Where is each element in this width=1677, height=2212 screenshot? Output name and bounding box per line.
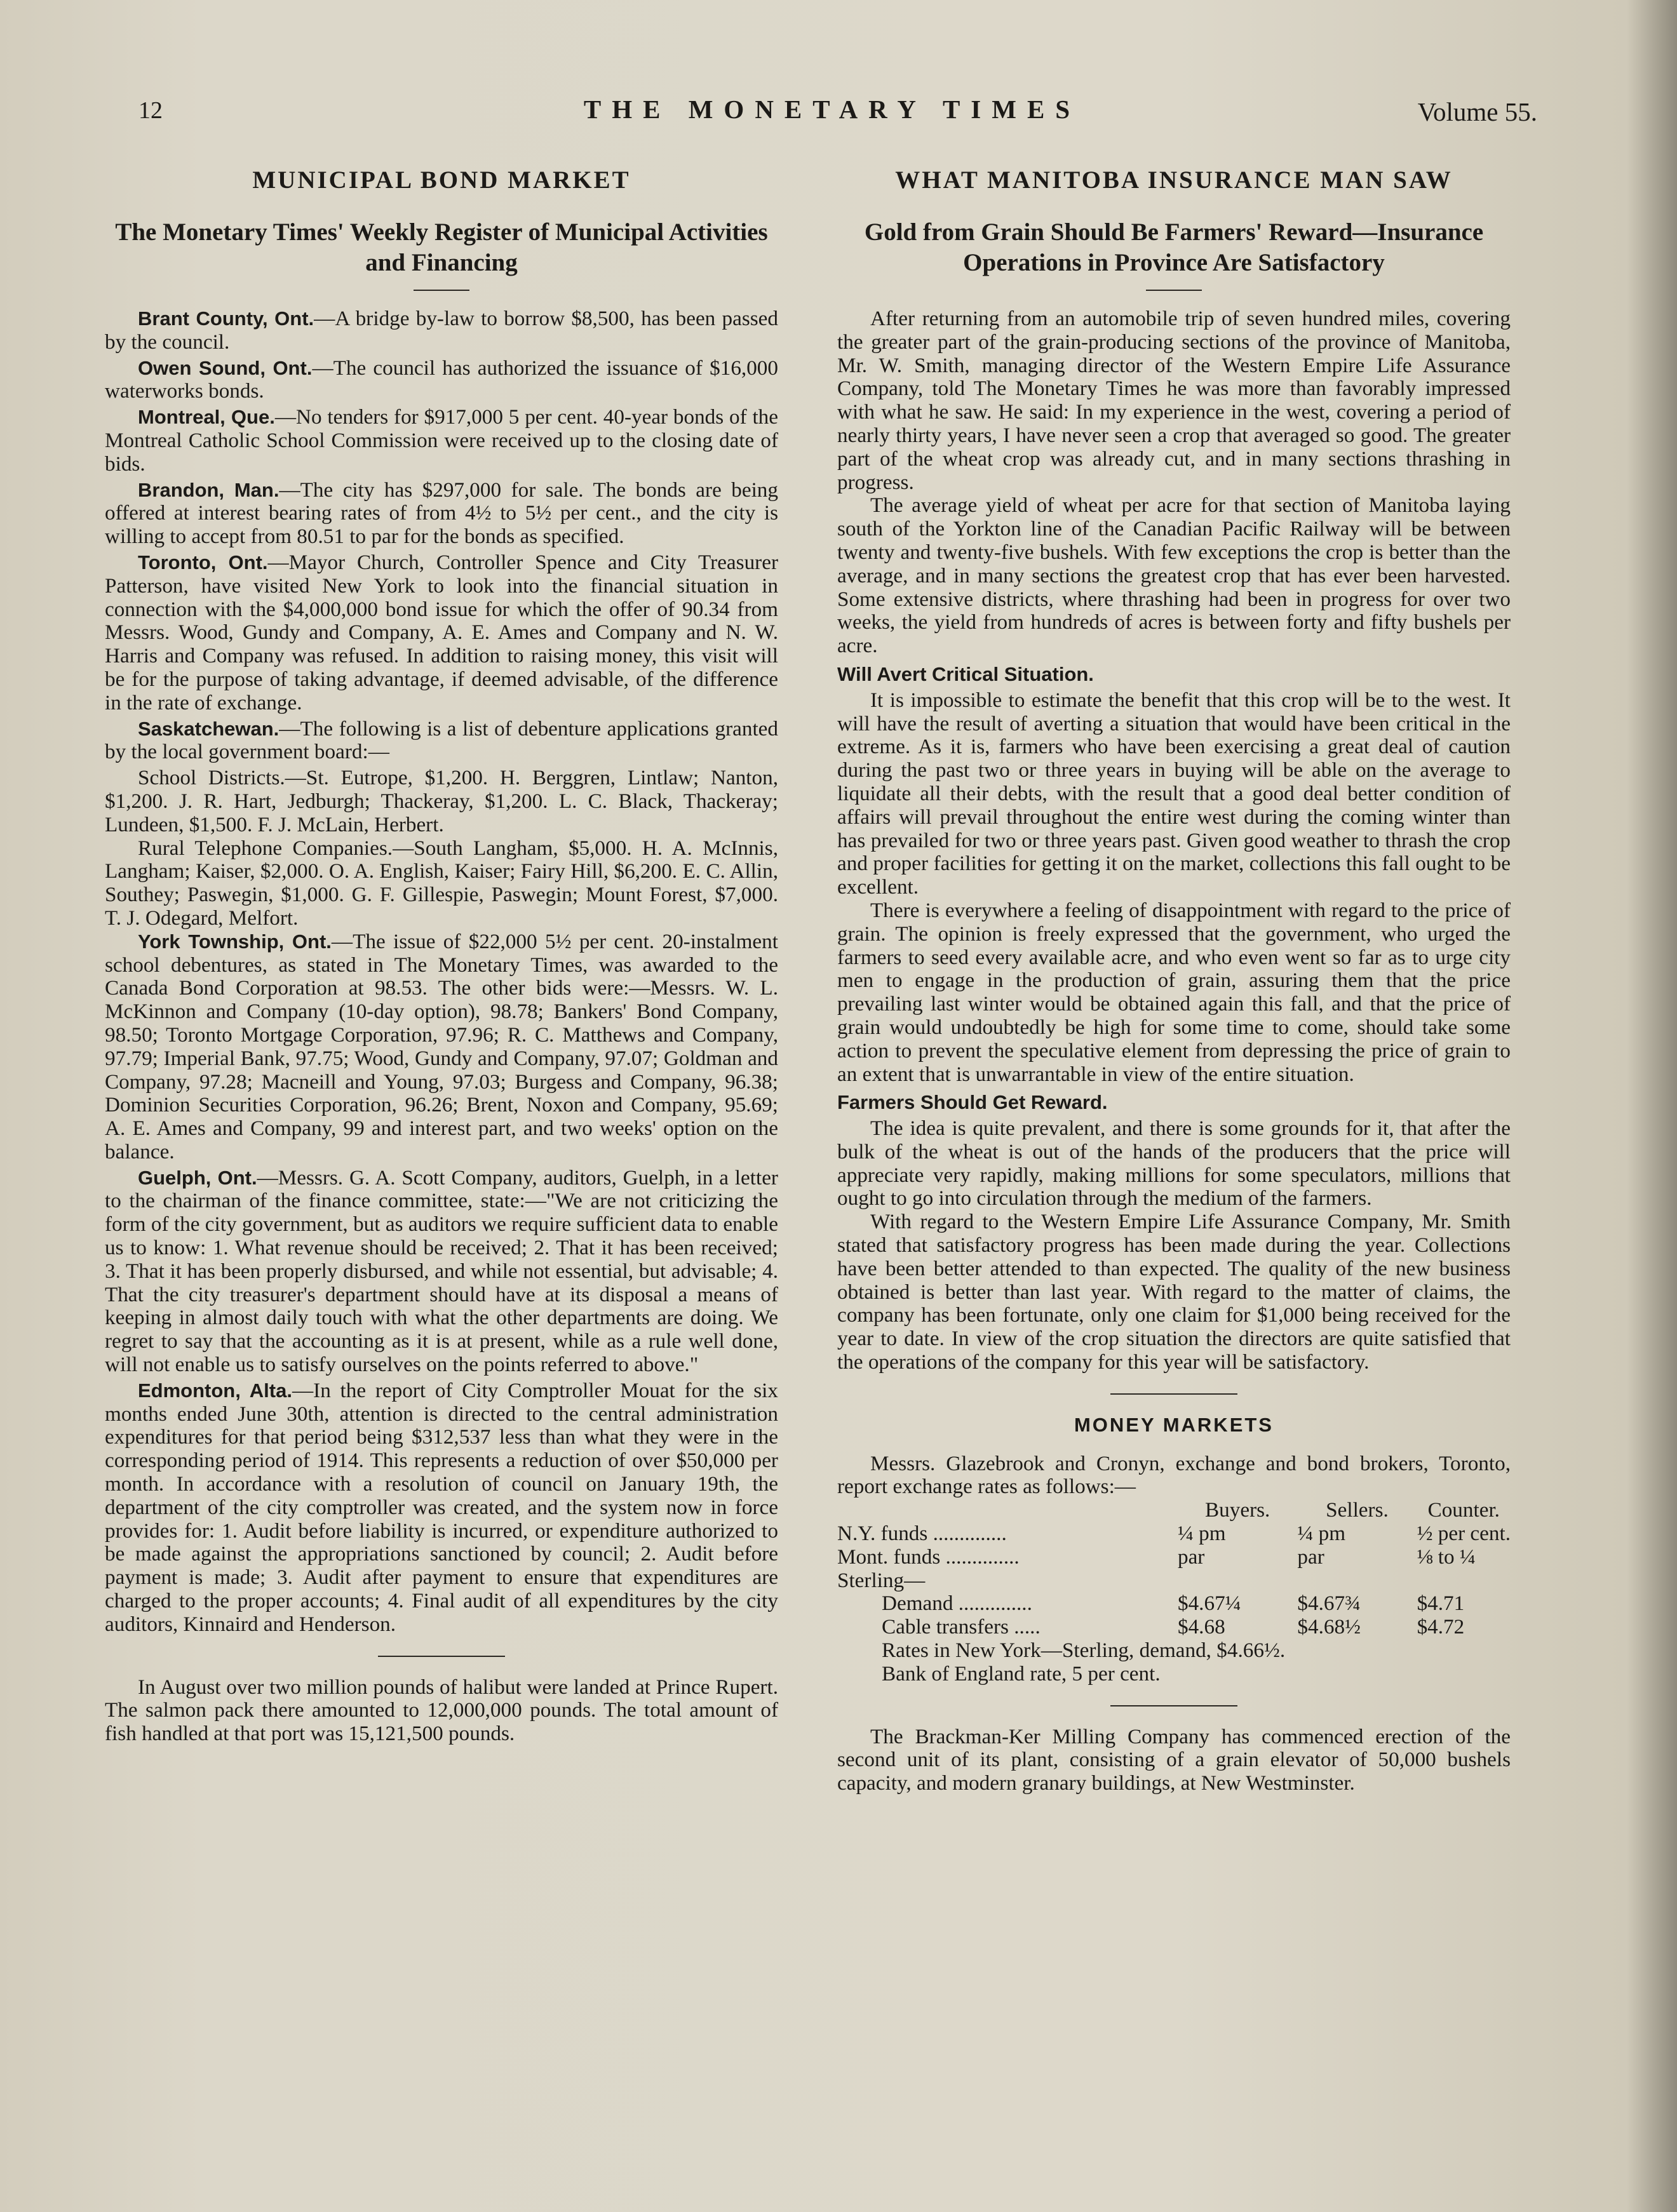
row-label: Cable transfers .....: [882, 1615, 1041, 1639]
entry-guelph: [105, 1167, 778, 1377]
sellers-cell: par: [1297, 1545, 1324, 1569]
divider: [378, 1656, 505, 1657]
entry-text: —In the report of City Comptroller Mouat for the six months ended June 30th, attention is directed to the central administration expenditures for that period being $312,537 less than what they were in the corresponding period of 1914. This represents a reduction of over $50,000 per month. In accordance with a resolution of council on January 19th, the department of the city comptroller was created, and the system now in force provides for: 1. Audit before liability is incurred, or expenditure authorized to be made against the appropriations sanctioned by council; 2. Audit before payment is made; 3. Audit after payment to ensure that expenditures are charged to the proper accounts; 4. Final audit of all expenditures by the city auditors, Kinnaird and Henderson.: [105, 1378, 778, 1636]
article-paragraph: After returning from an automobile trip of seven hundred miles, covering the greater part of the grain-producing sections of the province of Manitoba, Mr. W. Smith, managing director of the Western Empire Life Assurance Company, told The Monetary Times he was more than favorably impressed with what he saw. He said: In my experience in the west, covering a period of nearly thirty years, I have never seen a crop that averaged so good. The greater part of the wheat crop was already cut, and in many sections thrashing in progress.: [837, 307, 1511, 494]
column-header: Buyers.: [1205, 1498, 1270, 1522]
sellers-cell: $4.68½: [1297, 1615, 1361, 1639]
table-row: [837, 1522, 1511, 1546]
divider: [1110, 1393, 1237, 1395]
column-header: Sellers.: [1326, 1498, 1389, 1522]
entry-text: —The issue of $22,000 5½ per cent. 20-instalment school debentures, as stated in The Monetary Times, was awarded to the Canada Bond Corporation at 98.53. The other bids were:—Messrs. W. L. McKinnon and Company (10-day option), 98.78; Bankers' Bond Company, 98.50; Toronto Mortgage Corporation, 97.96; R. C. Matthews and Company, 97.79; Imperial Bank, 97.75; Wood, Gundy and Company, 97.07; Goldman and Company, 97.28; Macneill and Young, 97.03; Burgess and Company, 96.38; Dominion Securities Corporation, 96.26; Brent, Noxon and Company, 95.69; A. E. Ames and Company, 99 and interest part, and two weeks' option on the balance.: [105, 929, 778, 1163]
section-title-manitoba: WHAT MANITOBA INSURANCE MAN SAW: [895, 166, 1453, 194]
entry-text: —The following is a list of debenture applications granted by the local government board:—: [105, 716, 778, 764]
volume-label: Volume 55.: [1417, 97, 1537, 126]
entry-text: —Mayor Church, Controller Spence and City Treasurer Patterson, have visited New York to look into the financial situation in connection with the $4,000,000 bond issue for which the offer of 90.34 from Messrs. Wood, Gundy and Company, A. E. Ames and Company and N. W. Harris and Company was refused. In addition to raising money, this visit will be for the purpose of taking advantage, if deemed advisable, of the difference in the rate of exchange.: [105, 550, 778, 714]
left-column: [105, 166, 778, 1746]
entry-lead: Toronto, Ont.: [138, 551, 268, 573]
subheading-critical-situation: Will Avert Critical Situation.: [837, 662, 1094, 685]
table-row: [837, 1569, 1511, 1593]
divider: [1146, 290, 1202, 291]
section-title-municipal: MUNICIPAL BOND MARKET: [252, 166, 631, 194]
article-paragraph: With regard to the Western Empire Life Assurance Company, Mr. Smith stated that satisfactory progress has been made during the year. Collections have been better attended to than expected. The quality of the new business obtained is better than last year. With regard to the matter of claims, the company has been fortunate, only one claim for $1,000 being received for the year to date. In view of the crop situation the directors are quite satisfied that the operations of the company for this year will be satisfactory.: [837, 1210, 1511, 1374]
article-paragraph: There is everywhere a feeling of disappointment with regard to the price of grain. The opinion is freely expressed that the government, who urged the farmers to seed every available acre, and who even went so far as to urge city men to engage in the production of grain, assuring them that the price prevailing last winter would be obtained again this fall, and that the price of grain would undoubtedly be high for some time to come, should take some action to prevent the speculative element from depressing the price of grain to an extent that is unwarrantable in view of the entire situation.: [837, 898, 1511, 1086]
entry-york-township: [105, 930, 778, 1164]
money-markets-intro: Messrs. Glazebrook and Cronyn, exchange and bond brokers, Toronto, report exchange rates as follows:—: [837, 1451, 1511, 1499]
row-label: N.Y. funds ..............: [837, 1522, 1007, 1546]
entry-text: —The council has authorized the issuance of $16,000 waterworks bonds.: [105, 356, 778, 403]
subheading-farmers-reward: Farmers Should Get Reward.: [837, 1091, 1108, 1114]
entry-text: —Messrs. G. A. Scott Company, auditors, Guelph, in a letter to the chairman of the finance committee, state:—"We are not criticizing the form of the city government, but as auditors we require sufficient data to enable us to know: 1. What revenue should be received; 2. That it has been received; 3. That it has been properly disbursed, and while not essential, but advisable; 4. That the city treasurer's department should have at its disposal a means of keeping in almost daily touch with what the other departments are doing. We regret to say that the accounting as it is at present, while as a rule well done, will not enable us to satisfy ourselves on the points referred to above.": [105, 1165, 778, 1377]
entry-text: —The city has $297,000 for sale. The bonds are being offered at interest bearing rates of from 4½ to 5½ per cent., and the city is willing to accept from 80.51 to par for the bonds as specified.: [105, 478, 778, 549]
entry-lead: Brandon, Man.: [138, 478, 280, 501]
counter-cell: $4.71: [1417, 1592, 1465, 1616]
entry-lead: Brant County, Ont.: [138, 307, 314, 330]
subtitle-register: The Monetary Times' Weekly Register of Municipal Activities and Financing: [115, 218, 768, 276]
subtitle-gold-from-grain: Gold from Grain Should Be Farmers' Reward—Insurance Operations in Province Are Satisfactory: [864, 218, 1484, 276]
rates-note-bank-of-england: Bank of England rate, 5 per cent.: [882, 1661, 1161, 1686]
table-row: [837, 1616, 1511, 1639]
entry-lead: Saskatchewan.: [138, 717, 280, 740]
exchange-rates-table: [837, 1499, 1511, 1639]
sellers-cell: $4.67¾: [1297, 1592, 1361, 1616]
buyers-cell: ¼ pm: [1177, 1522, 1226, 1546]
sask-school-districts: School Districts.—St. Eutrope, $1,200. H. Berggren, Lintlaw; Nanton, $1,200. J. R. Hart, Jedburgh; Thackeray, $1,200. L. C. Black, Thackeray; Lundeen, $1,500. F. J. McLain, Herbert.: [105, 766, 778, 836]
table-row: [837, 1592, 1511, 1616]
masthead: THE MONETARY TIMES: [583, 95, 1081, 124]
buyers-cell: $4.68: [1177, 1615, 1225, 1639]
brackman-ker-note: The Brackman-Ker Milling Company has commenced erection of the second unit of its plant, consisting of a grain elevator of 50,000 bushels capacity, and modern granary buildings, at New Westminster.: [837, 1724, 1511, 1795]
counter-cell: ⅛ to ¼: [1417, 1545, 1476, 1569]
row-label: Demand ..............: [882, 1592, 1032, 1616]
buyers-cell: $4.67¼: [1177, 1592, 1241, 1616]
page-number: 12: [138, 97, 163, 124]
article-paragraph: The average yield of wheat per acre for that section of Manitoba laying south of the Yorkton line of the Canadian Pacific Railway will be between twenty and twenty-five bushels. With few exceptions the crop is better than the average, and in many sections the greatest crop that has ever been harvested. Some extensive districts, where thrashing had been in progress for over two weeks, the yield from hundreds of acres is between forty and fifty bushels per acre.: [837, 493, 1511, 658]
buyers-cell: par: [1177, 1545, 1205, 1569]
divider: [414, 290, 469, 291]
entry-lead: Owen Sound, Ont.: [138, 356, 313, 379]
sask-telephone-companies: Rural Telephone Companies.—South Langham, $5,000. H. A. McInnis, Langham; Kaiser, $2,000. O. A. English, Kaiser; Fairy Hill, $6,200. E. C. Allin, Southey; Paswegin, $1,000. G. F. Gillespie, Paswegin; Mount Forest, $7,000. T. J. Odegard, Melfort.: [105, 836, 778, 930]
entry-toronto: [105, 551, 778, 715]
entry-owen-sound: [105, 357, 778, 404]
entry-brant-county: [105, 307, 778, 354]
entry-text: —No tenders for $917,000 5 per cent. 40-year bonds of the Montreal Catholic School Commission were received up to the closing date of bids.: [105, 405, 778, 476]
entry-saskatchewan: [105, 718, 778, 765]
entry-edmonton: [105, 1379, 778, 1637]
entry-montreal: [105, 406, 778, 476]
row-label: Mont. funds ..............: [837, 1545, 1020, 1569]
entry-brandon: [105, 479, 778, 549]
entry-text: —A bridge by-law to borrow $8,500, has been passed by the council.: [105, 307, 778, 354]
halibut-note: In August over two million pounds of halibut were landed at Prince Rupert. The salmon pack there amounted to 12,000,000 pounds. The total amount of fish handled at that port was 15,121,500 pounds.: [105, 1675, 778, 1746]
divider: [1110, 1705, 1237, 1706]
right-column: [837, 166, 1511, 1795]
entry-lead: Guelph, Ont.: [138, 1166, 257, 1189]
entry-lead: Montreal, Que.: [138, 406, 275, 429]
counter-cell: ½ per cent.: [1417, 1522, 1511, 1546]
row-label: Sterling—: [837, 1568, 926, 1592]
table-row: [837, 1546, 1511, 1569]
table-header-row: [837, 1499, 1511, 1522]
rates-note-new-york: Rates in New York—Sterling, demand, $4.66½.: [882, 1639, 1286, 1663]
money-markets-title: MONEY MARKETS: [1074, 1413, 1274, 1436]
sellers-cell: ¼ pm: [1297, 1522, 1346, 1546]
entry-lead: York Township, Ont.: [138, 930, 332, 953]
article-paragraph: The idea is quite prevalent, and there is some grounds for it, that after the bulk of the wheat is out of the hands of the producers that the price will appreciate very rapidly, making millions for some speculators, millions that ought to go into circulation through the medium of the farmers.: [837, 1116, 1511, 1210]
entry-lead: Edmonton, Alta.: [138, 1379, 292, 1402]
page-header: [127, 94, 1537, 132]
column-header: Counter.: [1427, 1498, 1500, 1522]
article-paragraph: It is impossible to estimate the benefit that this crop will be to the west. It will have the result of averting a situation that would have been critical in the extreme. As it is, farmers who have been exercising a great deal of caution during the past two or three years in buying will be able on the average to liquidate all their debts, with the result that a good deal better condition of affairs will prevail throughout the entire west during the coming winter than has prevailed for two or three years past. Given good weather to thrash the crop and proper facilities for getting it on the market, collections this fall ought to be excellent.: [837, 688, 1511, 899]
counter-cell: $4.72: [1417, 1615, 1465, 1639]
